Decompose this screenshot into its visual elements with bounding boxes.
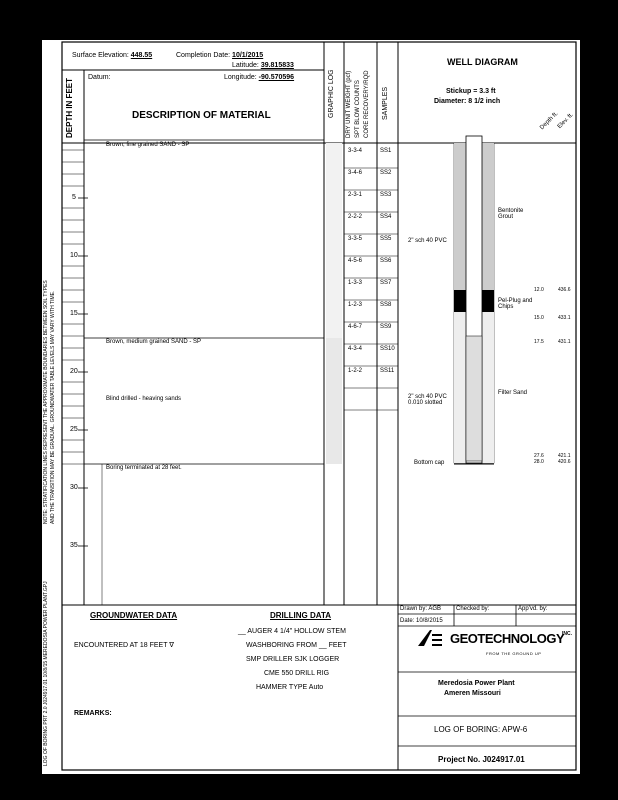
marker-elevation: 421.1 — [558, 453, 571, 459]
project-name: Meredosia Power Plant — [438, 680, 515, 687]
diameter: Diameter: 8 1/2 inch — [434, 98, 501, 105]
approved-by: App'vd. by: — [518, 606, 548, 612]
groundwater-encountered: ENCOUNTERED AT 18 FEET ∇ — [74, 642, 174, 649]
company-name: GEOTECHNOLOGY — [450, 631, 565, 646]
description-heading: DESCRIPTION OF MATERIAL — [132, 110, 271, 121]
latitude: Latitude: 39.815833 — [232, 62, 294, 69]
sample-id: SS4 — [380, 214, 392, 220]
spt-blow-count: 1-2-2 — [348, 368, 363, 374]
marker-elevation: 433.1 — [558, 315, 571, 321]
material-description: Boring terminated at 28 feet. — [106, 465, 182, 471]
filter-sand-label: Filter Sand — [498, 390, 528, 396]
file-reference: LOG OF BORING PRT 2.0 J024917.01 10/8/15 MEREDOSIA POWER PLANT.GPJ — [43, 581, 49, 766]
marker-depth: 27.6 — [534, 453, 544, 459]
sample-id: SS6 — [380, 258, 392, 264]
graphic-log-sand — [326, 143, 342, 464]
depth-heading: DEPTH IN FEET — [65, 77, 74, 138]
spt-blow-count: 2-2-2 — [348, 214, 363, 220]
well-diagram-graphic — [454, 136, 494, 464]
spt-blow-count: 1-3-3 — [348, 280, 363, 286]
boring-log-sheet — [42, 40, 580, 774]
sample-id: SS8 — [380, 302, 392, 308]
depth-col-label: Depth ft. — [539, 110, 560, 132]
sample-id: SS9 — [380, 324, 392, 330]
sample-id: SS7 — [380, 280, 392, 286]
company-tagline: FROM THE GROUND UP — [486, 651, 542, 656]
depth-label: 30 — [70, 484, 78, 491]
material-description: Brown, medium grained SAND - SP — [106, 339, 202, 345]
sample-id: SS1 — [380, 148, 392, 154]
depth-label: 5 — [72, 194, 76, 201]
marker-elevation: 436.6 — [558, 287, 571, 293]
log-grid — [42, 40, 580, 774]
completion-date: Completion Date: 10/1/2015 — [176, 52, 264, 59]
marker-depth: 15.0 — [534, 315, 544, 321]
spt-heading: SPT BLOW COUNTS — [355, 80, 361, 138]
depth-label: 35 — [70, 542, 78, 549]
marker-elevation: 431.1 — [558, 339, 571, 345]
samples-heading: SAMPLES — [382, 86, 389, 120]
well-diagram-title: WELL DIAGRAM — [447, 57, 518, 67]
company-suffix: INC. — [562, 631, 572, 637]
marker-elevation: 420.6 — [558, 459, 571, 465]
spt-blow-count: 4-6-7 — [348, 324, 363, 330]
spt-blow-count: 2-3-1 — [348, 192, 363, 198]
graphic-log-heading: GRAPHIC LOG — [328, 69, 335, 118]
surface-elevation: Surface Elevation: 448.55 — [72, 52, 153, 59]
drilling-title: DRILLING DATA — [270, 611, 332, 620]
bottom-cap-label: Bottom cap — [414, 460, 445, 466]
project-number: Project No. J024917.01 — [438, 755, 525, 764]
bentonite-label: Bentonite Grout — [498, 208, 524, 220]
remarks-label: REMARKS: — [74, 710, 112, 717]
spt-blow-count: 1-2-3 — [348, 302, 363, 308]
core-heading: CORE RECOVERY/RQD — [364, 70, 370, 138]
dry-unit-heading: DRY UNIT WEIGHT (pcf) — [346, 70, 352, 138]
longitude: Longitude: -90.570596 — [224, 74, 295, 81]
groundwater-title: GROUNDWATER DATA — [90, 611, 178, 620]
sample-id: SS2 — [380, 170, 392, 176]
drilling-rig: CME 550 DRILL RIG — [264, 670, 330, 677]
company-logo-icon — [418, 630, 442, 646]
stratification-note: NOTE: STRATIFICATION LINES REPRESENT THE APPROXIMATE BOUNDARIES BETWEEN SOIL TYPES — [43, 280, 49, 524]
elev-col-label: Elev. ft. — [556, 111, 575, 131]
date: Date: 10/8/2015 — [400, 618, 443, 624]
log-title: LOG OF BORING: APW-6 — [434, 725, 528, 734]
depth-label: 15 — [70, 310, 78, 317]
pvc-riser-label: 2" sch 40 PVC — [408, 238, 447, 244]
material-description: Brown, fine grained SAND - SP — [106, 142, 190, 148]
spt-blow-count: 4-3-4 — [348, 346, 363, 352]
spt-blow-count: 4-5-6 — [348, 258, 363, 264]
spt-blow-count: 3-4-6 — [348, 170, 363, 176]
checked-by: Checked by: — [456, 606, 490, 612]
marker-depth: 28.0 — [534, 459, 544, 465]
drilling-auger: __ AUGER 4 1/4" HOLLOW STEM — [238, 628, 346, 635]
marker-depth: 12.0 — [534, 287, 544, 293]
stickup: Stickup = 3.3 ft — [446, 88, 496, 95]
spt-blow-count: 3-3-5 — [348, 236, 363, 242]
drilling-washboring: WASHBORING FROM __ FEET — [246, 642, 347, 649]
pelplug-label: Pel-Plug and Chips — [498, 298, 533, 310]
marker-depth: 17.5 — [534, 339, 544, 345]
stratification-note-2: AND THE TRANSITION MAY BE GRADUAL. GROUNDWATER TABLE LEVELS MAY VARY WITH TIME. — [50, 290, 56, 524]
datum: Datum: — [88, 74, 111, 81]
depth-label: 20 — [70, 368, 78, 375]
drawn-by: Drawn by: AGB — [400, 606, 442, 612]
sample-id: SS10 — [380, 346, 395, 352]
material-description: Blind drilled - heaving sands — [106, 396, 182, 402]
depth-label: 10 — [70, 252, 78, 259]
client-name: Ameren Missouri — [444, 690, 501, 697]
drilling-hammer: HAMMER TYPE Auto — [256, 684, 324, 691]
sample-id: SS5 — [380, 236, 392, 242]
sample-id: SS11 — [380, 368, 395, 374]
spt-blow-count: 3-3-4 — [348, 148, 363, 154]
drilling-driller: SMP DRILLER SJK LOGGER — [246, 656, 340, 663]
sample-id: SS3 — [380, 192, 392, 198]
depth-label: 25 — [70, 426, 78, 433]
screen-label: 2" sch 40 PVC 0.010 slotted — [408, 394, 447, 406]
